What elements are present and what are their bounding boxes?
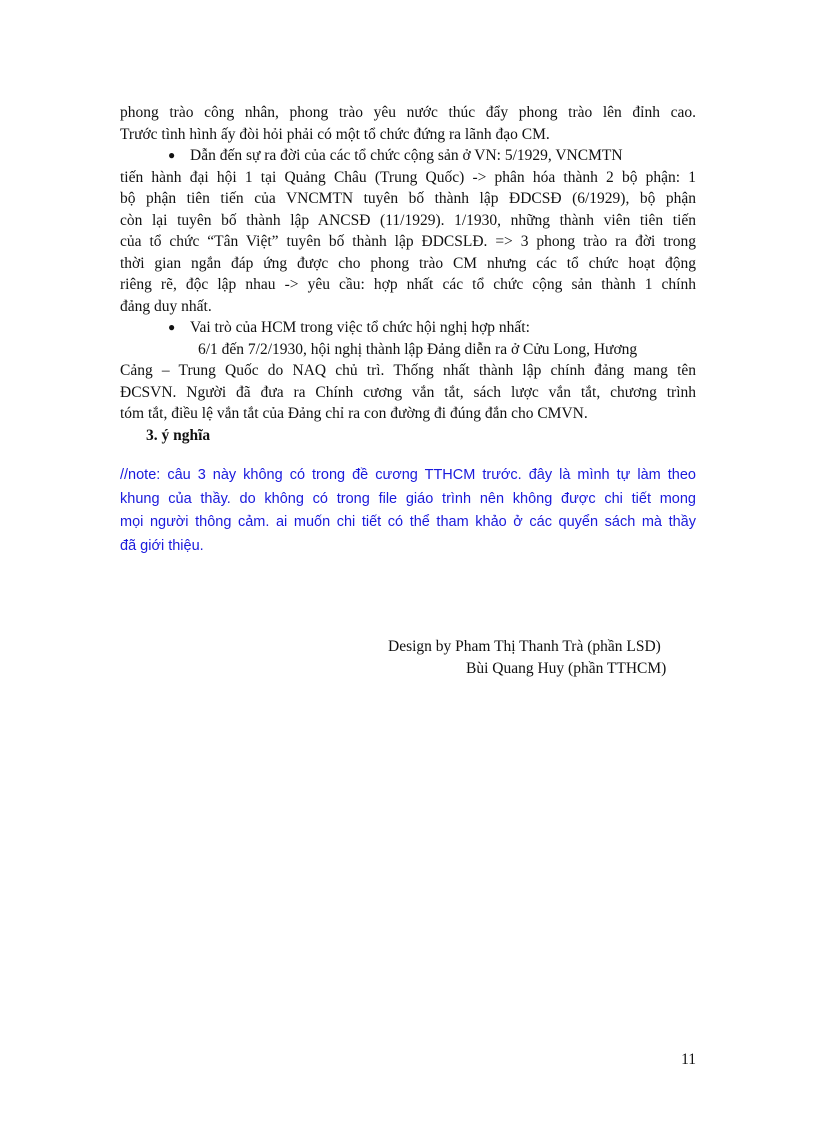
credit-line-2: Bùi Quang Huy (phần TTHCM): [466, 659, 667, 677]
bullet-icon: ●: [168, 148, 176, 162]
body-line: thời gian ngắn đáp ứng được cho phong trào CM nhưng các tổ chức hoạt động: [120, 254, 696, 272]
note-line: mọi người thông cảm. ai muốn chi tiết có thể tham khảo ở các quyển sách mà thầy: [120, 514, 696, 530]
body-line: bộ phận tiên tiến của VNCMTN tuyên bố thành lập ĐDCSĐ (6/1929), bộ phận: [120, 190, 696, 207]
body-line: Trước tình hình ấy đòi hỏi phải có một tổ chức đứng ra lãnh đạo CM.: [120, 125, 550, 143]
design-credits: [388, 636, 666, 679]
bullet-item-1-lead: Dẫn đến sự ra đời của các tổ chức cộng sản ở VN: 5/1929, VNCMTN: [190, 147, 623, 164]
body-line: của tổ chức “Tân Việt” tuyên bố thành lập ĐDCSLĐ. => 3 phong trào ra đời trong: [120, 233, 696, 250]
bullet-icon: ●: [168, 320, 176, 334]
body-line: Cảng – Trung Quốc do NAQ chủ trì. Thống nhất thành lập chính đảng mang tên: [120, 362, 696, 379]
credit-line-1: Design by Pham Thị Thanh Trà (phần LSD): [388, 638, 661, 655]
body-line: đảng duy nhất.: [120, 297, 212, 315]
body-indented-line: 6/1 đến 7/2/1930, hội nghị thành lập Đảng diễn ra ở Cửu Long, Hương: [198, 340, 638, 358]
body-line: ĐCSVN. Người đã đưa ra Chính cương vắn tắt, sách lược vắn tắt, chương trình: [120, 383, 696, 401]
bullet-item-2-lead: Vai trò của HCM trong việc tổ chức hội nghị hợp nhất:: [190, 319, 530, 336]
note-line: đã giới thiệu.: [120, 537, 204, 554]
note-line: //note: câu 3 này không có trong đề cương TTHCM trước. đây là mình tự làm theo: [120, 467, 696, 483]
bullet-item-2: [120, 317, 696, 339]
note-line: khung của thầy. do không có trong file giáo trình nên không được chi tiết mong: [120, 490, 696, 507]
body-line: tóm tắt, điều lệ vắn tắt của Đảng chỉ ra con đường đi đúng đắn cho CMVN.: [120, 405, 588, 422]
main-body-text: [120, 102, 696, 446]
body-line: tiến hành đại hội 1 tại Quảng Châu (Trung Quốc) -> phân hóa thành 2 bộ phận: 1: [120, 168, 696, 186]
body-line: phong trào công nhân, phong trào yêu nước thúc đẩy phong trào lên đỉnh cao.: [120, 104, 696, 121]
body-line: riêng rẽ, độc lập nhau -> yêu cầu: hợp nhất các tổ chức cộng sản thành 1 chính: [120, 276, 696, 293]
body-line: còn lại tuyên bố thành lập ANCSĐ (11/1929). 1/1930, những thành viên tiên tiến: [120, 211, 696, 229]
section-heading-3: 3. ý nghĩa: [146, 426, 211, 444]
page-number: 11: [681, 1051, 696, 1068]
bullet-item-1: [120, 145, 696, 167]
author-note: [120, 464, 696, 558]
